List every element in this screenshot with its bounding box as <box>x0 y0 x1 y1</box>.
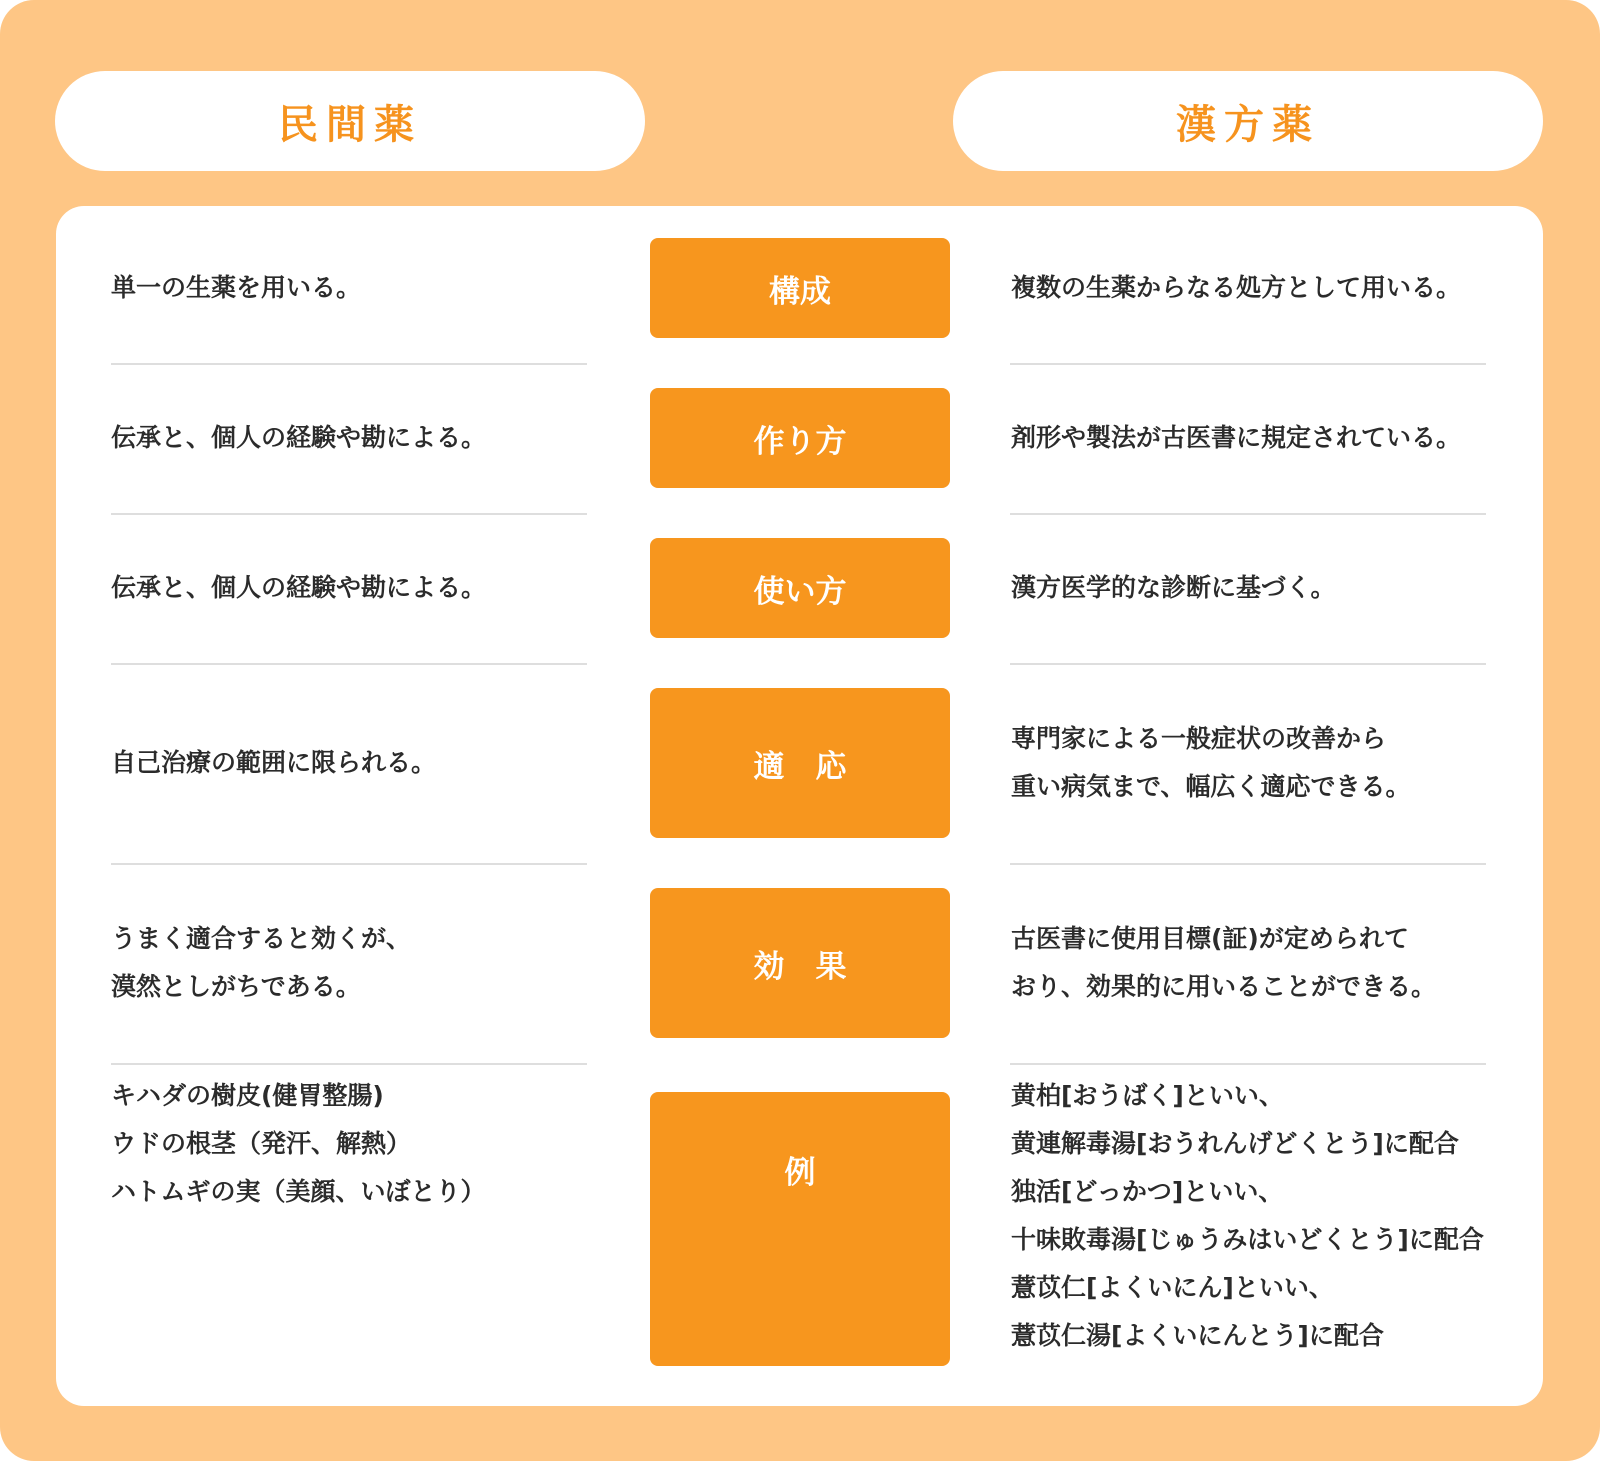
row-effect-label: 効 果 <box>650 888 950 1038</box>
cell-text: 自己治療の範囲に限られる。 <box>111 748 437 777</box>
divider <box>111 513 587 515</box>
divider <box>111 363 587 365</box>
header-kampoyaku <box>953 71 1543 171</box>
row-effect-left <box>111 888 591 1038</box>
cell-text: 漠然としがちである。 <box>111 972 361 1001</box>
cell-text: 剤形や製法が古医書に規定されている。 <box>1011 423 1462 452</box>
cell-text: 黄柏[おうばく]といい、 <box>1011 1081 1284 1110</box>
cell-text: キハダの樹皮(健胃整腸) <box>111 1081 384 1110</box>
cell-text: ハトムギの実（美顔、いぼとり） <box>111 1177 486 1206</box>
cell-text: 薏苡仁湯[よくいにんとう]に配合 <box>1011 1321 1384 1350</box>
header-minkanyaku <box>55 71 645 171</box>
cell-text: 単一の生薬を用いる。 <box>111 273 362 302</box>
divider <box>1010 1063 1486 1065</box>
row-usage-right <box>1011 538 1531 638</box>
row-indication-label: 適 応 <box>650 688 950 838</box>
comparison-table <box>56 206 1543 1406</box>
divider <box>111 863 587 865</box>
header-minkanyaku-label: 民間薬 <box>278 101 422 148</box>
row-indication-left <box>111 688 591 838</box>
row-example-right <box>1011 1072 1531 1372</box>
cell-text: 専門家による一般症状の改善から <box>1011 724 1387 753</box>
divider <box>1010 663 1486 665</box>
header-kampoyaku-label: 漢方薬 <box>1176 101 1320 148</box>
divider <box>1010 513 1486 515</box>
cell-text: 独活[どっかつ]といい、 <box>1011 1177 1284 1206</box>
row-usage-label: 使い方 <box>650 538 950 638</box>
cell-text: うまく適合すると効くが、 <box>111 924 412 953</box>
row-example-left <box>111 1072 591 1232</box>
divider <box>1010 363 1486 365</box>
cell-text: 伝承と、個人の経験や勘による。 <box>111 573 487 602</box>
cell-text: 重い病気まで、幅広く適応できる。 <box>1011 772 1411 801</box>
cell-text: 薏苡仁[よくいにん]といい、 <box>1011 1273 1334 1302</box>
row-usage-left <box>111 538 591 638</box>
cell-text: 十味敗毒湯[じゅうみはいどくとう]に配合 <box>1011 1225 1484 1254</box>
divider <box>1010 863 1486 865</box>
cell-text: ウドの根茎（発汗、解熱） <box>111 1129 412 1158</box>
row-preparation-label: 作り方 <box>650 388 950 488</box>
divider <box>111 1063 587 1065</box>
row-example-label: 例 <box>650 1092 950 1366</box>
cell-text: 古医書に使用目標(証)が定められて <box>1011 924 1409 953</box>
row-preparation-right <box>1011 388 1531 488</box>
cell-text: 漢方医学的な診断に基づく。 <box>1011 573 1336 602</box>
row-composition-right <box>1011 238 1531 338</box>
row-effect-right <box>1011 888 1531 1038</box>
row-composition-label: 構成 <box>650 238 950 338</box>
row-composition-left <box>111 238 591 338</box>
cell-text: おり、効果的に用いることができる。 <box>1011 972 1437 1001</box>
divider <box>111 663 587 665</box>
cell-text: 黄連解毒湯[おうれんげどくとう]に配合 <box>1011 1129 1459 1158</box>
cell-text: 複数の生薬からなる処方として用いる。 <box>1011 273 1462 302</box>
row-indication-right <box>1011 688 1531 838</box>
cell-text: 伝承と、個人の経験や勘による。 <box>111 423 487 452</box>
row-preparation-left <box>111 388 591 488</box>
